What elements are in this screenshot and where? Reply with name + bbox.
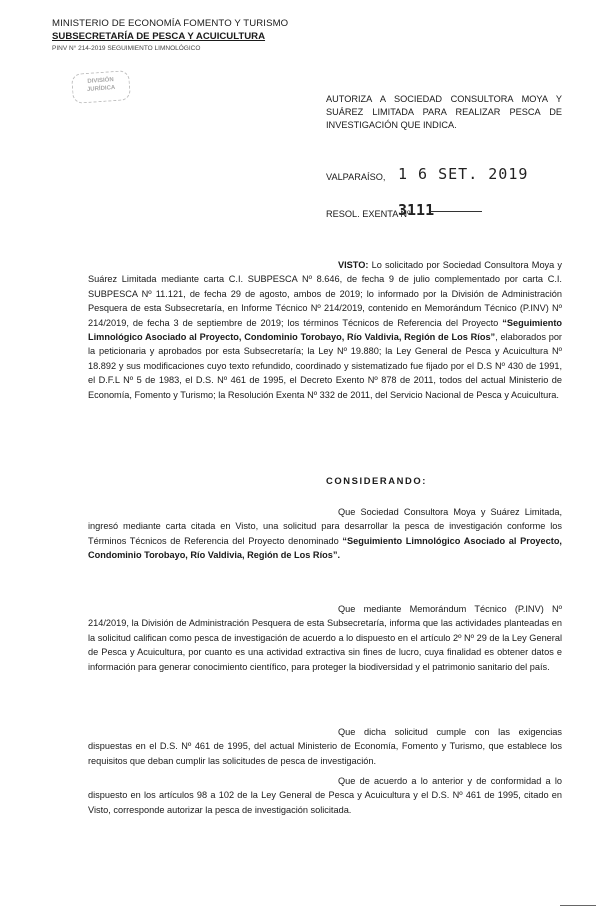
- ministry-name: MINISTERIO DE ECONOMÍA FOMENTO Y TURISMO: [52, 18, 289, 29]
- document-reference: PINV N° 214-2019 SEGUIMIENTO LIMNOLÓGICO: [52, 45, 201, 52]
- visto-paragraph: [88, 258, 562, 402]
- considerando-title: CONSIDERANDO:: [326, 475, 428, 486]
- resolution-subject: AUTORIZA A SOCIEDAD CONSULTORA MOYA Y SUÁREZ LIMITADA PARA REALIZAR PESCA DE INVESTIGACIÓN QUE INDICA.: [326, 94, 562, 131]
- place-label: VALPARAÍSO,: [326, 172, 386, 182]
- resolution-number-line: [430, 211, 482, 212]
- visto-text-2: , elaborados por la peticionaria y aprobados por esta Subsecretaría; la Ley Nº 19.880; la Ley General de Pesca y Acuicultura Nº 18.892 y sus modificaciones cuyo texto refundido, coordinado y sistematizado fue fijado por el D.S Nº 430 de 1991, el D.F.L Nº 5 de 1983, el D.S. Nº 461 de 1995, el Decreto Exento Nº 878 de 2011, todos del actual Ministerio de Economía, Fomento y Turismo; la Resolución Exenta Nº 332 de 2011, del Servicio Nacional de Pesca y Acuicultura.: [88, 332, 562, 400]
- considerando-paragraph-3: Que dicha solicitud cumple con las exigencias dispuestas en el D.S. Nº 461 de 1995, del actual Ministerio de Economía, Fomento y Turismo, que establece los requisitos que deban cumplir las solicitudes de pesca de investigación.: [88, 727, 562, 766]
- division-stamp: [71, 70, 131, 104]
- footer-mark: [560, 905, 596, 906]
- considerando-paragraph-4: Que de acuerdo a lo anterior y de conformidad a lo dispuesto en los artículos 98 a 102 de la Ley General de Pesca y Acuicultura y el D.S. Nº 461 de 1995, citado en Visto, corresponde autorizar la pesca de investigación solicitada.: [88, 776, 562, 815]
- considerando-p1-text: Que Sociedad Consultora Moya y Suárez Limitada, ingresó mediante carta citada en Visto, una solicitud para desarrollar la pesca de investigación conforme los Términos Técnicos de Referencia del Proyecto denominado: [88, 507, 562, 546]
- visto-project-title: “Seguimiento Limnológico Asociado al Proyecto, Condominio Torobayo, Río Valdivia, Región de Los Ríos”: [88, 317, 562, 343]
- resolution-label: RESOL. EXENTA Nº: [326, 209, 411, 219]
- date-stamp: 1 6 SET. 2019: [398, 165, 529, 183]
- visto-text-1: Lo solicitado por Sociedad Consultora Moya y Suárez Limitada mediante carta C.I. SUBPESCA Nº 8.646, de fecha 9 de julio complementado por carta C.I. SUBPESCA Nº 11.121, de fecha 29 de agosto, ambos de 2019; lo informado por la División de Administración Pesquera de esta Subsecretaría, en Informe Técnico Nº 214/2019, contenido en Memorándum Técnico (P.INV) Nº 214/2019, de fecha 3 de septiembre de 2019; los términos Técnicos de Referencia del Proyecto: [88, 260, 562, 328]
- stamp-line-2: JURÍDICA: [86, 85, 116, 93]
- considerando-paragraph-2: Que mediante Memorándum Técnico (P.INV) Nº 214/2019, la División de Administración Pesquera de esta Subsecretaría, informa que las actividades planteadas en la solicitud califican como pesca de investigación de acuerdo a lo dispuesto en el artículo 2º Nº 29 de la Ley General de Pesca y Acuicultura, por cuanto es una actividad extractiva sin fines de lucro, cuya finalidad es obtener datos e información para generar conocimiento científico, para proteger la biodiversidad y el patrimonio sanitario del país.: [88, 604, 562, 672]
- considerando-paragraph-1: [88, 505, 562, 563]
- considerando-p1-project: “Seguimiento Limnológico Asociado al Proyecto, Condominio Torobayo, Río Valdivia, Región de Los Ríos”.: [88, 535, 562, 561]
- stamp-line-1: DIVISIÓN: [87, 77, 114, 85]
- visto-lead: VISTO:: [338, 260, 369, 270]
- subsecretaria-name: SUBSECRETARÍA DE PESCA Y ACUICULTURA: [52, 31, 266, 42]
- resolution-number: 3111: [398, 201, 435, 219]
